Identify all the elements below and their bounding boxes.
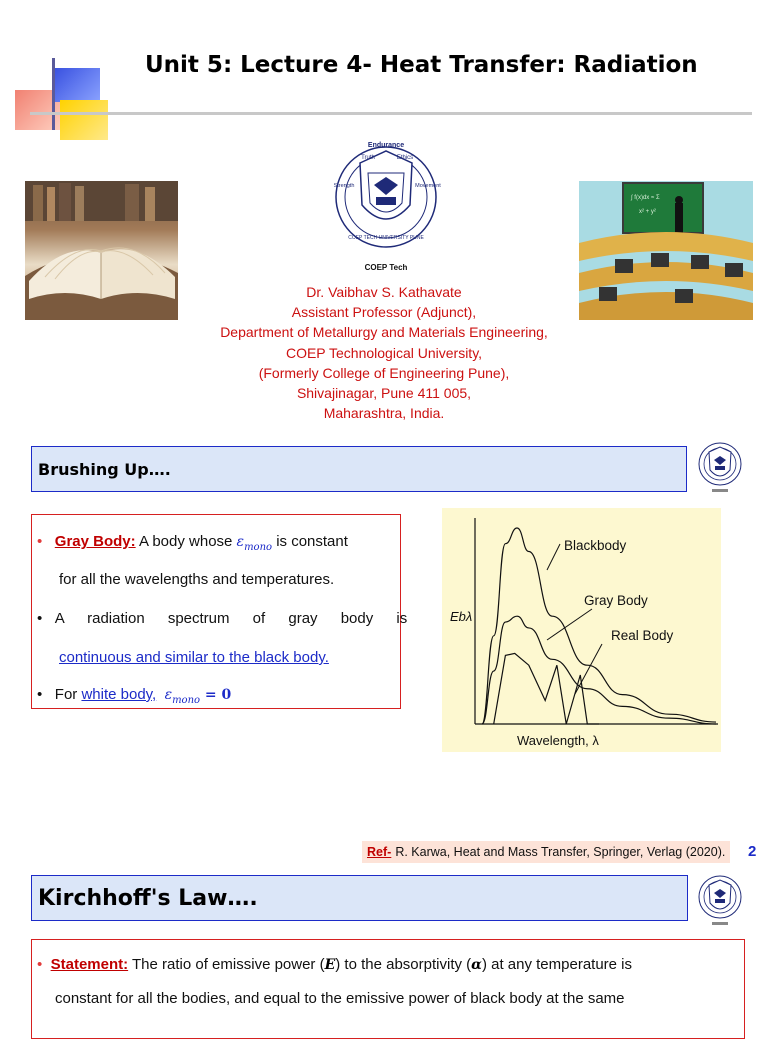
label-blackbody: Blackbody bbox=[564, 538, 627, 553]
author-university: COEP Technological University, bbox=[285, 344, 483, 361]
decor-yellow-square bbox=[60, 100, 108, 140]
slide-title: Unit 5: Lecture 4- Heat Transfer: Radiation bbox=[145, 52, 698, 78]
gray-body-definition-cont: for all the wavelengths and temperatures. bbox=[59, 571, 335, 588]
label-gray-body: Gray Body bbox=[584, 593, 648, 608]
page-number: 2 bbox=[748, 843, 757, 860]
small-logo-icon-2 bbox=[696, 873, 744, 929]
label-real-body: Real Body bbox=[611, 628, 674, 643]
pointer-gray-body bbox=[547, 609, 592, 640]
section-heading-kirchhoff: Kirchhoff's Law…. bbox=[31, 875, 688, 921]
gray-body-definition-box bbox=[31, 514, 408, 709]
reference-text: R. Karwa, Heat and Mass Transfer, Springer, Verlag (2020). bbox=[395, 845, 726, 859]
svg-text:Movement: Movement bbox=[415, 183, 441, 189]
decor-vertical-line bbox=[52, 58, 55, 130]
gray-body-term: Gray Body: bbox=[54, 533, 136, 550]
svg-text:Endurance: Endurance bbox=[367, 142, 405, 149]
spectrum-link[interactable]: continuous and similar to the black body. bbox=[59, 649, 329, 666]
svg-text:Truth: Truth bbox=[361, 155, 375, 161]
svg-text:Ethics: Ethics bbox=[396, 155, 414, 161]
kirchhoff-statement-box bbox=[31, 939, 745, 1039]
book-illustration bbox=[25, 181, 178, 320]
header-divider bbox=[30, 112, 752, 115]
pointer-blackbody bbox=[547, 544, 560, 570]
author-department: Department of Metallurgy and Materials Engineering, bbox=[220, 324, 548, 341]
author-address: Shivajinagar, Pune 411 005, bbox=[296, 385, 472, 402]
svg-text:Strength: Strength bbox=[333, 183, 355, 189]
author-info bbox=[184, 282, 584, 423]
bullet-spectrum: • A radiation spectrum of gray body is bbox=[37, 610, 408, 627]
x-axis-label: Wavelength, λ bbox=[517, 733, 599, 748]
series-gray-body bbox=[482, 616, 716, 724]
author-name: Dr. Vaibhav S. Kathavate bbox=[306, 284, 462, 300]
svg-text:x² + y²: x² + y² bbox=[639, 209, 656, 215]
pointer-real-body bbox=[575, 644, 602, 694]
svg-text:∫ f(x)dx ≈ Σ: ∫ f(x)dx ≈ Σ bbox=[631, 195, 660, 201]
author-former-name: (Formerly College of Engineering Pune), bbox=[258, 364, 510, 381]
y-axis-label: Ebλ bbox=[450, 609, 473, 624]
bullet-gray-body: • Gray Body: A body whose $\varepsilon_{mono}$ is constant bbox=[37, 533, 348, 553]
series-blackbody bbox=[482, 528, 716, 724]
kirchhoff-statement: • Statement: The ratio of emissive power (E) to the absorptivity (α) at any temperature is bbox=[37, 956, 633, 973]
author-position: Assistant Professor (Adjunct), bbox=[291, 304, 477, 321]
lecture-hall-photo bbox=[579, 181, 753, 320]
decor-blue-square bbox=[55, 68, 100, 102]
section-heading-brushing-up: Brushing Up…. bbox=[31, 446, 687, 492]
kirchhoff-statement-cont: constant for all the bodies, and equal to the emissive power of black body at the same bbox=[55, 990, 625, 1007]
svg-text:COEP TECH UNIVERSITY PUNE: COEP TECH UNIVERSITY PUNE bbox=[348, 235, 424, 241]
coep-logo bbox=[330, 133, 442, 273]
small-logo-icon bbox=[696, 440, 744, 496]
reference-note bbox=[362, 841, 730, 863]
white-body-link[interactable]: white body, bbox=[81, 686, 157, 703]
statement-term: Statement: bbox=[50, 956, 129, 973]
reference-label: Ref- bbox=[367, 845, 392, 859]
radiation-spectrum-chart bbox=[442, 508, 721, 752]
bullet-white-body: • For white body, $\varepsilon_{mono} = 0$ bbox=[37, 686, 232, 706]
svg-text:COEP Tech: COEP Tech bbox=[364, 263, 408, 272]
book-photo bbox=[25, 181, 178, 320]
author-state: Maharashtra, India. bbox=[323, 405, 445, 422]
